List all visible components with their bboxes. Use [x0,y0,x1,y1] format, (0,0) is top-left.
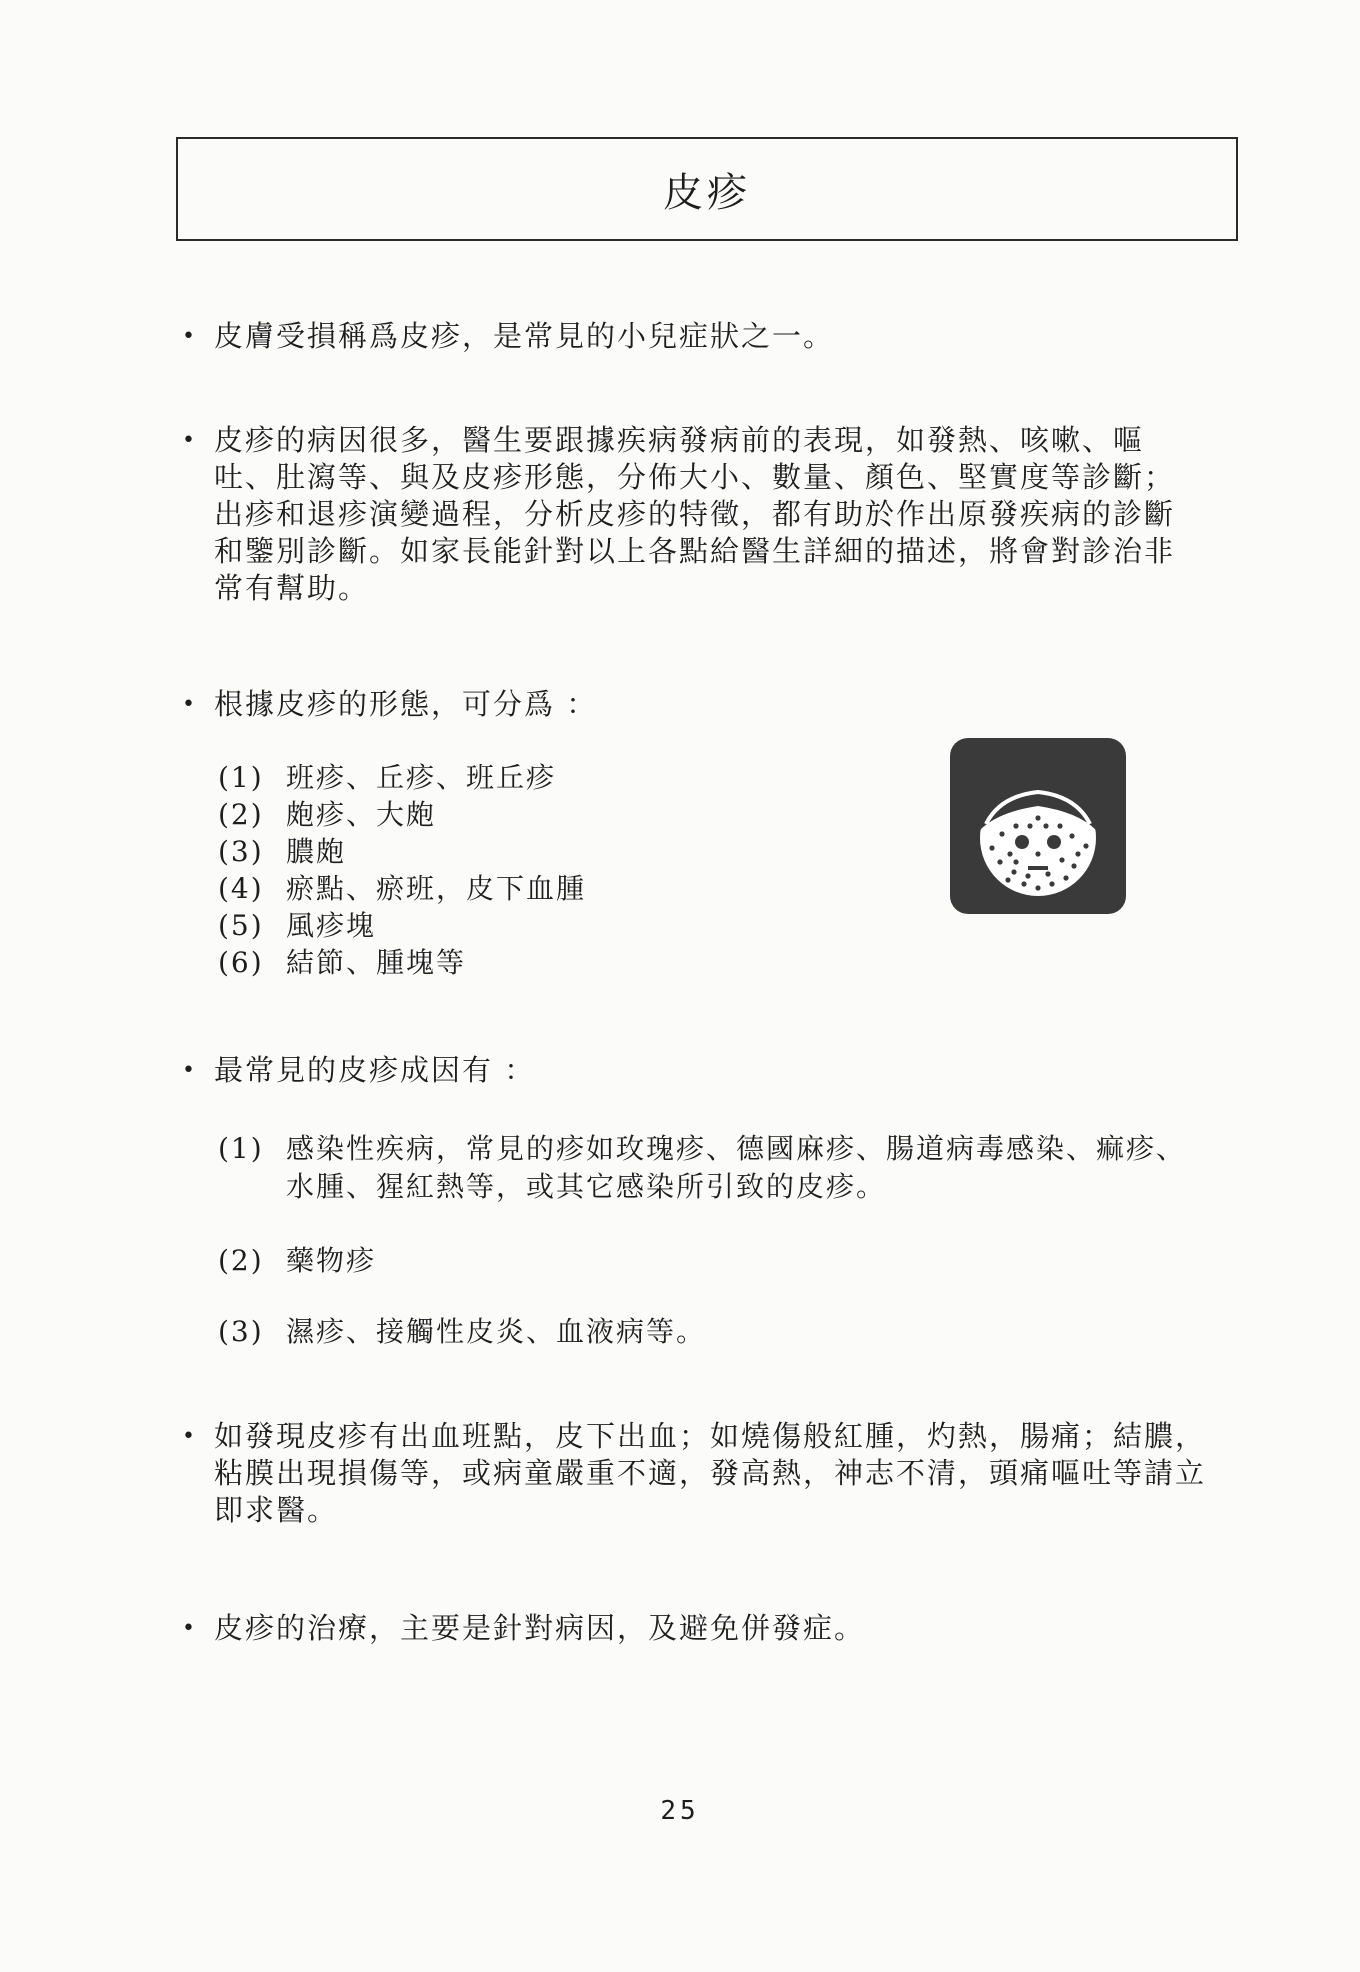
list-item [218,908,376,944]
bullet: • [182,428,197,453]
warning-paragraph [182,1418,1220,1529]
causes-text: 皮疹的病因很多，醫生要跟據疾病發病前的表現，如發熱、咳嗽、嘔吐、肚瀉等、與及皮疹形態，分佈大小、數量、顏色、堅實度等診斷；出疹和退疹演變過程，分析皮疹的特徵，都有助於作出原發疾病的診斷和鑒別診斷。如家長能針對以上各點給醫生詳細的描述，將會對診治非常有幫助。 [214,423,1176,605]
list-text: 皰疹、大皰 [286,798,437,831]
list-text: 濕疹、接觸性皮炎、血液病等。 [286,1315,707,1348]
list-number: (5) [218,909,264,942]
list-text: 結節、腫塊等 [286,946,467,979]
intro-text: 皮膚受損稱爲皮疹，是常見的小兒症狀之一。 [214,319,835,353]
bullet: • [182,324,197,349]
list-text: 藥物疹 [286,1244,377,1277]
common-causes-heading [182,1052,1230,1089]
face-with-rash-icon-graphic [950,738,1126,914]
bullet: • [182,692,197,717]
list-item [218,945,466,981]
list-number: (2) [218,798,264,831]
list-number: (6) [218,946,264,979]
list-text: 班疹、丘疹、班丘疹 [286,761,557,794]
list-number: (1) [218,1132,264,1165]
list-item [218,871,586,907]
list-item [218,1313,1218,1351]
bullet: • [182,1424,197,1449]
list-number: (3) [218,835,264,868]
forms-heading-text: 根據皮疹的形態，可分爲 ： [214,687,598,721]
intro-paragraph [182,318,1230,355]
list-item [218,760,556,796]
list-number: (2) [218,1244,264,1277]
page-title: 皮疹 [663,169,751,216]
list-text: 瘀點、瘀班，皮下血腫 [286,872,587,905]
page-number: 25 [660,1796,700,1826]
list-number: (4) [218,872,264,905]
warning-text: 如發現皮疹有出血班點，皮下出血；如燒傷般紅腫，灼熱，腸痛；結膿，粘膜出現損傷等，或病童嚴重不適，發高熱，神志不清，頭痛嘔吐等請立即求醫。 [214,1419,1207,1527]
list-number: (3) [218,1315,264,1348]
treatment-text: 皮疹的治療，主要是針對病因，及避免併發症。 [214,1611,866,1645]
face-with-rash-icon [950,738,1126,914]
title-box [176,137,1238,241]
list-text: 風疹塊 [286,909,377,942]
causes-paragraph [182,422,1200,607]
list-text: 感染性疾病，常見的疹如玫瑰疹、德國麻疹、腸道病毒感染、痲疹、水腫、猩紅熱等，或其它感染所引致的皮疹。 [286,1132,1187,1203]
list-item [218,1242,1218,1280]
bullet: • [182,1058,197,1083]
list-item [218,834,346,870]
list-number: (1) [218,761,264,794]
treatment-paragraph [182,1610,1230,1647]
bullet: • [182,1616,197,1641]
list-item [218,797,436,833]
list-text: 膿皰 [286,835,347,868]
list-item [218,1130,1198,1206]
common-causes-heading-text: 最常見的皮疹成因有 ： [214,1053,536,1087]
forms-heading [182,686,1230,723]
